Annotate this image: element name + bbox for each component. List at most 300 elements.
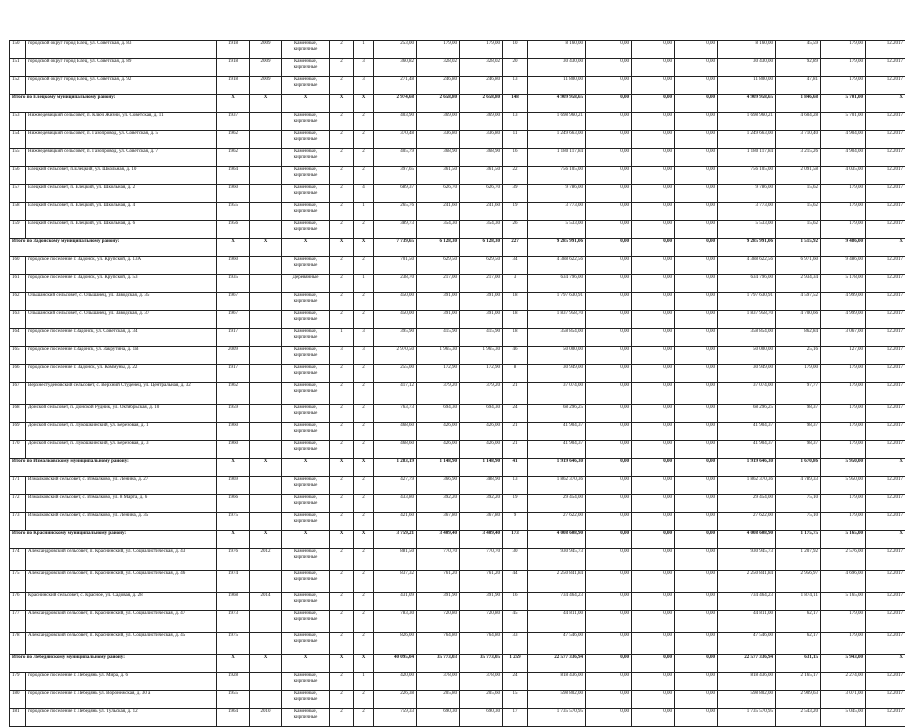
table-cell: 2 <box>330 633 354 655</box>
table-cell: 0,00 <box>632 113 675 131</box>
table-cell: 172,90 <box>417 365 460 383</box>
table-cell: 45 <box>503 611 528 633</box>
table-cell: 358 854,00 <box>528 329 586 347</box>
table-cell: 17 <box>503 709 528 727</box>
table-cell: Донской сельсовет, п. Лукошкинский, ул. Березовая, д. 1 <box>26 423 217 441</box>
table-cell: 2 <box>330 257 354 275</box>
table-cell: 217,00 <box>417 275 460 293</box>
table-cell: 1969 <box>217 477 250 495</box>
table-cell: 2 909,63 <box>776 691 821 709</box>
table-cell: 0,00 <box>632 423 675 441</box>
table-cell: 12.2017 <box>866 203 905 221</box>
table-cell: 0,00 <box>675 275 718 293</box>
table-cell: 19 <box>503 495 528 513</box>
table-cell: 0,00 <box>586 185 632 203</box>
table-cell: 2 <box>330 495 354 513</box>
table-cell: 2009 <box>250 41 282 59</box>
table-cell: 2 <box>354 383 374 405</box>
table-cell: 818 436,00 <box>718 673 776 691</box>
table-cell: 5 178,00 <box>821 275 866 293</box>
table-cell: 391,90 <box>417 593 460 611</box>
table-cell: 12.2017 <box>866 513 905 531</box>
table-cell: 12.2017 <box>866 405 905 423</box>
table-cell: 2 970,50 <box>374 347 417 365</box>
table-cell: 4 <box>354 185 374 203</box>
table-cell: Каменные, кирпичные <box>282 221 330 239</box>
table-cell: 360,82 <box>374 59 417 77</box>
table-cell: Донской сельсовет, п. Лукошкинский, ул. Березовая, д. 3 <box>26 441 217 459</box>
table-row <box>10 113 905 131</box>
table-cell: 783,30 <box>374 611 417 633</box>
table-cell: 246,80 <box>460 77 503 95</box>
table-cell: Итого по Краснинскому муниципальному району: <box>10 531 217 549</box>
table-cell: Александровский сельсовет, п. Краснинский, ул. Социалистическая, д. 43 <box>26 549 217 571</box>
table-cell: 5 045,00 <box>821 709 866 727</box>
table-cell: 0,00 <box>632 383 675 405</box>
table-cell: 179,00 <box>821 513 866 531</box>
table-cell: 1 259 <box>503 655 528 673</box>
table-cell: 2 <box>330 59 354 77</box>
table-cell: 2014 <box>250 593 282 611</box>
table-cell: 3 <box>354 77 374 95</box>
table-cell: X <box>217 655 250 673</box>
table-cell: Каменные, кирпичные <box>282 593 330 611</box>
table-cell: 2 <box>330 167 354 185</box>
table-cell: X <box>217 531 250 549</box>
district-total-row <box>10 655 905 673</box>
table-cell: 1 965,30 <box>460 347 503 365</box>
table-cell: X <box>282 655 330 673</box>
table-row <box>10 365 905 383</box>
table-cell: 12.2017 <box>866 423 905 441</box>
table-cell: 0,00 <box>675 95 718 113</box>
table-cell: 426,00 <box>417 423 460 441</box>
table-cell: 2 <box>354 311 374 329</box>
table-cell: 12.2017 <box>866 691 905 709</box>
table-cell: 164 <box>10 329 26 347</box>
table-cell <box>250 405 282 423</box>
table-row <box>10 673 905 691</box>
table-cell: 12.2017 <box>866 347 905 365</box>
table-cell: 2 934,34 <box>776 275 821 293</box>
table-cell: 2 <box>354 365 374 383</box>
table-cell: 3 409,40 <box>460 531 503 549</box>
table-cell: 2 <box>330 405 354 423</box>
table-cell: X <box>217 95 250 113</box>
table-cell: 395,90 <box>374 329 417 347</box>
table-cell: Итого по Лебедянскому муниципальному району: <box>10 655 217 673</box>
table-cell: 881,50 <box>374 549 417 571</box>
table-cell: 98,37 <box>776 423 821 441</box>
table-cell: 24 <box>503 673 528 691</box>
table-cell: 3 773,00 <box>528 203 586 221</box>
table-cell: 0,00 <box>632 77 675 95</box>
table-cell: 759,33 <box>374 709 417 727</box>
table-cell: 12.2017 <box>866 611 905 633</box>
table-cell: 2 <box>330 441 354 459</box>
table-cell: 13 <box>503 477 528 495</box>
table-cell: 1935 <box>217 275 250 293</box>
table-row <box>10 311 905 329</box>
table-cell: 0,00 <box>632 633 675 655</box>
table-cell: 8 160,00 <box>718 41 776 59</box>
table-cell: 4 909 958,65 <box>718 95 776 113</box>
table-row <box>10 691 905 709</box>
table-cell: 0,00 <box>632 513 675 531</box>
table-cell: 391,00 <box>417 293 460 311</box>
table-cell: 388,90 <box>460 477 503 495</box>
table-cell: 0,00 <box>675 131 718 149</box>
district-total-row <box>10 95 905 113</box>
table-cell: 27 622,00 <box>718 513 776 531</box>
table-cell: 0,00 <box>586 329 632 347</box>
table-cell: 11 <box>503 131 528 149</box>
table-cell: 173 <box>10 513 26 531</box>
table-cell: 368,90 <box>417 149 460 167</box>
table-cell: 0,00 <box>675 185 718 203</box>
table-cell: 1918 <box>217 59 250 77</box>
table-cell: X <box>354 239 374 257</box>
table-cell: 157 <box>10 185 26 203</box>
table-cell: 0,00 <box>586 571 632 593</box>
table-cell: 1917 <box>217 329 250 347</box>
table-cell: 1973 <box>217 611 250 633</box>
table-cell: 1960 <box>217 423 250 441</box>
table-cell: 0,00 <box>586 365 632 383</box>
table-cell: X <box>217 239 250 257</box>
table-cell: 0,00 <box>586 593 632 611</box>
table-cell: 22 <box>503 167 528 185</box>
table-cell: 0,00 <box>632 441 675 459</box>
table-cell: 35 773,03 <box>417 655 460 673</box>
table-cell: 2 <box>354 593 374 611</box>
table-cell: 0,00 <box>632 611 675 633</box>
table-cell: 217,00 <box>460 275 503 293</box>
table-cell: 2 250 841,84 <box>528 571 586 593</box>
table-cell: 227 <box>503 239 528 257</box>
table-cell: 25,16 <box>776 347 821 365</box>
table-cell: 174 <box>10 549 26 571</box>
table-cell: Краснинский сельсовет, с. Красное, ул. Садовая, д. 28 <box>26 593 217 611</box>
table-cell: 1 175,75 <box>776 531 821 549</box>
table-cell: 1 249 663,00 <box>528 131 586 149</box>
table-cell: 172 <box>10 495 26 513</box>
table-row <box>10 477 905 495</box>
table-cell: 44 811,00 <box>528 611 586 633</box>
table-cell: 379,20 <box>417 383 460 405</box>
table-cell: X <box>217 459 250 477</box>
table-cell: Каменные, кирпичные <box>282 149 330 167</box>
table-cell: 756 105,00 <box>528 167 586 185</box>
table-cell: Елецкий сельсовет, п. Елецкий, ул. Школьная, д. 4 <box>26 203 217 221</box>
table-row <box>10 257 905 275</box>
table-cell: 41 904,37 <box>528 441 586 459</box>
table-cell: 12.2017 <box>866 167 905 185</box>
table-cell: 2012 <box>250 549 282 571</box>
table-row <box>10 513 905 531</box>
table-cell: 0,00 <box>586 131 632 149</box>
table-cell <box>250 203 282 221</box>
table-cell: 4 388 622,56 <box>528 257 586 275</box>
table-cell: 22 577 336,94 <box>528 655 586 673</box>
table-row <box>10 441 905 459</box>
table-cell: 0,00 <box>675 709 718 727</box>
table-cell: городское поселение г. Задонск, ул. Крупской, д. 13А <box>26 257 217 275</box>
table-cell: 2 <box>330 293 354 311</box>
table-cell: 169 <box>10 423 26 441</box>
table-cell: 13 <box>503 77 528 95</box>
table-cell: 1 919 646,30 <box>718 459 776 477</box>
table-cell: 2 <box>330 221 354 239</box>
table-cell: 0,00 <box>586 203 632 221</box>
table-cell: 0,00 <box>586 423 632 441</box>
table-cell: 2 <box>354 293 374 311</box>
table-cell: 179,00 <box>821 633 866 655</box>
table-cell: 0,00 <box>675 477 718 495</box>
table-cell: 0,00 <box>586 709 632 727</box>
table-cell: 68 296,25 <box>528 405 586 423</box>
table-cell: 181 <box>10 709 26 727</box>
table-cell <box>250 383 282 405</box>
table-cell: 427,79 <box>374 477 417 495</box>
table-cell: 1 837 958,70 <box>528 311 586 329</box>
table-cell: Елецкий сельсовет, п. Елецкий, ул. Школьная, д. 6 <box>26 221 217 239</box>
table-cell: 734 464,23 <box>718 593 776 611</box>
table-cell: 2 <box>354 113 374 131</box>
table-cell: 361,50 <box>460 167 503 185</box>
table-cell: 0,00 <box>586 673 632 691</box>
table-cell: 0,00 <box>675 221 718 239</box>
table-cell: X <box>250 95 282 113</box>
table-cell: 253,00 <box>374 41 417 59</box>
repair-program-table <box>9 40 905 727</box>
table-cell: 1 <box>354 673 374 691</box>
table-row <box>10 275 905 293</box>
table-cell: 0,00 <box>586 459 632 477</box>
table-cell <box>250 513 282 531</box>
table-cell: 10 <box>503 41 528 59</box>
table-cell: 2 <box>354 149 374 167</box>
table-cell: 151 <box>10 59 26 77</box>
table-cell: 6 128,30 <box>417 239 460 257</box>
table-cell: 2010 <box>250 709 282 727</box>
table-cell: городское поселение г.Задонск, ул. Советская, д. 34 <box>26 329 217 347</box>
table-cell: Каменные, кирпичные <box>282 495 330 513</box>
table-cell: 41 904,37 <box>718 423 776 441</box>
table-cell: 2 <box>354 131 374 149</box>
table-cell: 1967 <box>217 311 250 329</box>
table-cell: 1 862 370,36 <box>528 477 586 495</box>
table-cell: 11 800,00 <box>718 77 776 95</box>
table-cell: 1 670,86 <box>776 459 821 477</box>
table-cell: 2 <box>330 185 354 203</box>
table-cell <box>250 167 282 185</box>
table-cell: 2 <box>354 477 374 495</box>
table-cell: 0,00 <box>632 655 675 673</box>
table-cell: Каменные, кирпичные <box>282 77 330 95</box>
table-cell: 2 <box>330 611 354 633</box>
table-cell: 2 <box>330 513 354 531</box>
table-cell: 0,00 <box>586 513 632 531</box>
table-cell: 46 <box>503 347 528 365</box>
table-cell: 3 759,21 <box>374 531 417 549</box>
table-cell: 0,00 <box>675 329 718 347</box>
table-cell: 176 <box>10 593 26 611</box>
table-cell: 720,80 <box>460 611 503 633</box>
table-cell: 0,00 <box>586 77 632 95</box>
table-cell: 1 735 570,95 <box>528 709 586 727</box>
table-cell: 379,20 <box>460 383 503 405</box>
table-row <box>10 571 905 593</box>
table-cell: 0,00 <box>586 59 632 77</box>
table-cell: Каменные, кирпичные <box>282 365 330 383</box>
table-cell: 1964 <box>217 167 250 185</box>
table-cell: 2 <box>330 691 354 709</box>
table-cell: 8 <box>503 365 528 383</box>
table-cell: 0,00 <box>586 239 632 257</box>
table-cell: 18 <box>503 311 528 329</box>
table-cell: 2 <box>354 571 374 593</box>
table-cell: 179,00 <box>460 41 503 59</box>
table-cell: 16 <box>503 149 528 167</box>
table-cell: 4 909 958,65 <box>528 95 586 113</box>
table-cell: 0,00 <box>632 347 675 365</box>
table-cell: 629,50 <box>460 257 503 275</box>
table-row <box>10 167 905 185</box>
table-cell: Александровский сельсовет, п. Краснинский, ул. Социалистическая, д. 45 <box>26 633 217 655</box>
table-cell: Ольшанский сельсовет, с. Ольшанец, ул. Заводская, д. 35 <box>26 293 217 311</box>
table-cell: 5 533,00 <box>528 221 586 239</box>
table-cell: 3 <box>354 59 374 77</box>
table-cell: 391,00 <box>417 311 460 329</box>
table-cell: 5 165,00 <box>821 531 866 549</box>
table-cell: 30 430,00 <box>528 59 586 77</box>
table-cell: 930 945,73 <box>718 549 776 571</box>
table-cell: 389,73 <box>374 221 417 239</box>
table-cell: 4 597,52 <box>776 293 821 311</box>
table-cell: 12.2017 <box>866 329 905 347</box>
table-cell: 764,80 <box>460 633 503 655</box>
table-cell: 426,00 <box>417 441 460 459</box>
table-cell: 12.2017 <box>866 77 905 95</box>
table-cell: 0,00 <box>675 311 718 329</box>
table-cell: 1 <box>330 329 354 347</box>
table-cell: 255,00 <box>374 365 417 383</box>
table-cell: 3 <box>503 275 528 293</box>
table-row <box>10 383 905 405</box>
table-cell: 3 710,40 <box>776 131 821 149</box>
table-cell: 764,80 <box>417 633 460 655</box>
table-cell: 361,50 <box>417 167 460 185</box>
table-cell: 0,00 <box>675 571 718 593</box>
table-cell: Каменные, кирпичные <box>282 611 330 633</box>
table-cell: 0,00 <box>586 655 632 673</box>
table-cell: Каменные, кирпичные <box>282 131 330 149</box>
table-cell: Каменные, кирпичные <box>282 203 330 221</box>
table-cell: 468,60 <box>374 423 417 441</box>
table-cell: 0,00 <box>586 495 632 513</box>
table-cell: 3 <box>330 347 354 365</box>
table-cell: 18 <box>503 293 528 311</box>
table-cell: 720,80 <box>417 611 460 633</box>
table-cell: 0,00 <box>675 383 718 405</box>
table-cell: X <box>250 459 282 477</box>
table-cell: 1 180 117,84 <box>718 149 776 167</box>
table-cell: 179,00 <box>821 77 866 95</box>
table-cell: 2 956,97 <box>776 571 821 593</box>
table-cell: 1955 <box>217 203 250 221</box>
table-cell: 1 <box>354 41 374 59</box>
table-cell: 3 215,26 <box>776 149 821 167</box>
table-cell: 826,00 <box>374 633 417 655</box>
table-cell: 1 965,30 <box>417 347 460 365</box>
table-cell: 1960 <box>217 257 250 275</box>
table-cell: 391,00 <box>460 293 503 311</box>
table-cell: 1959 <box>217 405 250 423</box>
table-cell: 2 <box>330 423 354 441</box>
table-cell: 179,00 <box>821 383 866 405</box>
table-cell: 694,30 <box>460 405 503 423</box>
table-cell: 5 165,00 <box>821 593 866 611</box>
table-cell: 770,70 <box>417 549 460 571</box>
table-cell: 5 943,00 <box>821 655 866 673</box>
table-cell <box>250 311 282 329</box>
table-cell: 0,00 <box>632 293 675 311</box>
table-cell: 12.2017 <box>866 149 905 167</box>
table-cell: 2 <box>354 549 374 571</box>
table-cell: 2009 <box>217 347 250 365</box>
table-cell: 35 773,05 <box>460 655 503 673</box>
table-cell: 1 698 960,21 <box>528 113 586 131</box>
table-cell: 18 <box>503 329 528 347</box>
table-cell: 0,00 <box>632 167 675 185</box>
table-cell: 1956 <box>217 221 250 239</box>
table-cell: 0,00 <box>586 275 632 293</box>
table-cell: 241,60 <box>460 203 503 221</box>
table-cell: 2 <box>354 167 374 185</box>
table-cell: 6 971,60 <box>776 257 821 275</box>
table-cell: Каменные, кирпичные <box>282 633 330 655</box>
table-cell: 0,00 <box>632 221 675 239</box>
table-row <box>10 185 905 203</box>
table-cell: 3 <box>354 347 374 365</box>
table-cell: 12.2017 <box>866 673 905 691</box>
table-cell: 12.2017 <box>866 257 905 275</box>
table-cell: 0,00 <box>675 347 718 365</box>
table-cell <box>250 149 282 167</box>
table-cell: 1964 <box>217 709 250 727</box>
table-cell: 2 <box>330 203 354 221</box>
table-cell: 0,00 <box>632 405 675 423</box>
table-cell: 0,00 <box>632 673 675 691</box>
table-cell: 26 <box>503 221 528 239</box>
table-cell: 0,00 <box>675 239 718 257</box>
table-cell: 837,32 <box>374 571 417 593</box>
table-cell: 336,80 <box>417 131 460 149</box>
table-cell: 450,00 <box>374 293 417 311</box>
table-cell: 763,73 <box>374 405 417 423</box>
table-cell: 1974 <box>217 571 250 593</box>
table-cell: 2 <box>330 149 354 167</box>
table-cell: Нижнедевицкий сельсовет, п. Газопровод, ул. Советская, д. 5 <box>26 131 217 149</box>
table-cell: 0,00 <box>632 477 675 495</box>
table-cell: 179,00 <box>821 185 866 203</box>
table-row <box>10 41 905 59</box>
table-cell: 0,00 <box>632 549 675 571</box>
table-row <box>10 329 905 347</box>
table-cell: 238,70 <box>374 275 417 293</box>
table-cell <box>250 611 282 633</box>
